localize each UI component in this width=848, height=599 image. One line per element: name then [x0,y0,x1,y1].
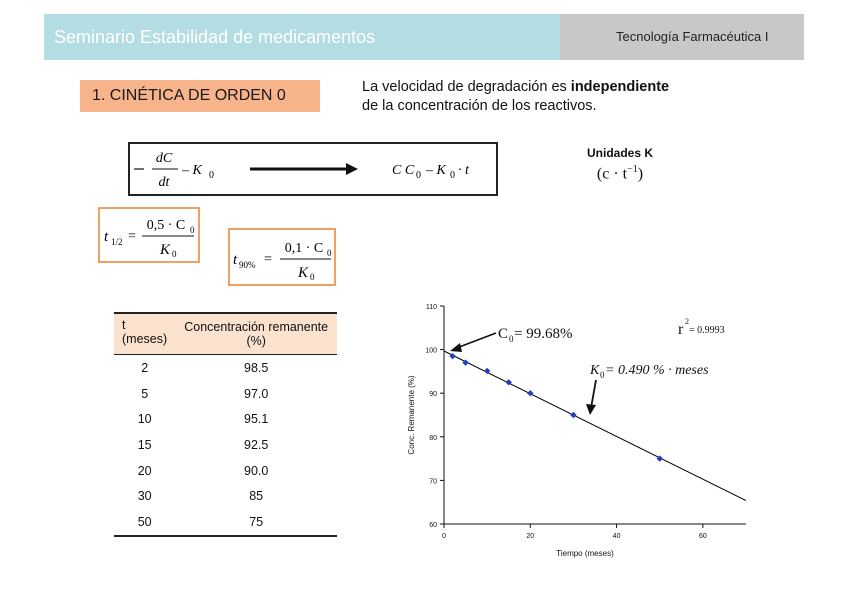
integrated-lhs: C C [392,163,415,178]
table-row [114,355,337,381]
header-title: Seminario Estabilidad de medicamentos [44,14,560,60]
k0-arrow-icon [586,404,596,415]
description-suffix: de la concentración de los reactivos. [362,98,597,114]
y-tick-label: 90 [429,391,437,399]
units-value: $(c \cdot t^{-1})$ [596,164,644,183]
t90-denominator: K [297,265,309,281]
table-body [114,355,337,536]
rate-denominator: dt [158,175,170,190]
integrated-k0-subscript: 0 [450,170,455,181]
x-tick-label: 20 [526,533,535,540]
rate-rhs-subscript: 0 [209,170,214,181]
c0-annotation-subscript: 0 [509,334,514,344]
units-block [560,146,680,183]
data-point [527,390,533,396]
x-axis-label: Tiempo (meses) [556,549,614,558]
x-tick-label: 0 [442,533,446,540]
header-subject: Tecnología Farmacéutica I [560,14,804,60]
k0-annotation-value: = 0.490 % · meses [605,363,709,378]
data-point [570,412,576,418]
t90-numerator: 0,1 · C [284,241,324,256]
table-cell-time: 15 [137,437,152,452]
half-life-svg [100,209,198,261]
half-life-denominator: K [159,242,171,258]
table-cell-time: 2 [141,360,149,375]
table-cell-time: 5 [141,386,149,401]
y-tick-label: 80 [429,434,437,442]
description-bold: independiente [570,79,670,95]
k0-annotation-label: K [590,363,600,378]
header-bar [44,14,804,60]
half-life-formula [98,207,200,263]
data-table [114,312,337,537]
y-tick-label: 100 [425,347,437,355]
half-life-equals: = [128,229,136,244]
section-description [362,78,742,116]
rate-equation-svg [130,144,496,194]
k0-annotation-subscript: 0 [600,370,605,380]
arrow-icon [346,163,358,175]
table-cell-concentration: 92.5 [244,437,269,452]
c0-annotation-label: C [498,326,509,342]
table-cell-time: 10 [137,412,152,427]
half-life-lhs: t [104,229,109,245]
integrated-c0-subscript: 0 [416,170,421,181]
table-cell-concentration: 95.1 [244,412,269,427]
x-tick-label: 40 [612,533,621,540]
t90-lhs: t [233,252,238,268]
r2-annotation-value: = 0.9993 [689,325,725,336]
table-row [114,432,337,458]
y-tick-label: 110 [425,304,437,311]
table-cell-time: 30 [137,489,152,504]
k0-arrow-line [591,380,596,408]
t90-c0-subscript: 0 [327,248,332,258]
integrated-minus-k: – K [426,163,446,178]
c0-annotation-value: = 99.68% [514,326,573,342]
table-header-concentration: Concentración remanente (%) [175,313,337,355]
units-title: Unidades K [586,146,653,160]
degradation-chart [390,296,760,576]
integrated-time: · t [458,163,469,178]
rate-equation-box [128,142,498,196]
r2-annotation-superscript: 2 [685,317,689,326]
table-cell-concentration: 90.0 [244,463,269,478]
table-row [114,483,337,509]
table-cell-concentration: 97.0 [244,386,269,401]
table-header-row [114,313,337,355]
t90-svg [230,230,334,284]
half-life-subscript: 1/2 [111,237,123,247]
half-life-numerator: 0,5 · C [146,218,186,233]
t90-formula [228,228,336,286]
y-tick-label: 70 [429,478,437,486]
half-life-c0-subscript: 0 [190,225,195,235]
table-row [114,509,337,536]
table-row [114,406,337,432]
table-row [114,458,337,484]
y-axis-label: Conc. Remanente (%) [407,375,416,455]
table-header-time: t (meses) [114,313,175,355]
half-life-k0-subscript: 0 [172,249,177,259]
r2-annotation-label: r [678,321,684,338]
description-prefix: La velocidad de degradación es [362,79,571,95]
x-tick-label: 60 [698,533,707,540]
rate-rhs: – K [182,163,202,178]
t90-equals: = [264,252,272,267]
table-cell-time: 50 [114,509,175,536]
c0-arrow-icon [450,343,462,352]
section-title: 1. CINÉTICA DE ORDEN 0 [80,80,320,112]
rate-numerator: dC [155,151,173,166]
table-row [114,381,337,407]
table-cell-concentration: 98.5 [244,360,269,375]
t90-subscript: 90% [239,260,256,270]
table-cell-concentration: 75 [175,509,337,536]
table-cell-concentration: 85 [249,489,264,504]
y-tick-label: 60 [429,522,437,529]
data-table-wrap [114,312,337,537]
table-cell-time: 20 [137,463,152,478]
t90-k0-subscript: 0 [310,272,315,282]
